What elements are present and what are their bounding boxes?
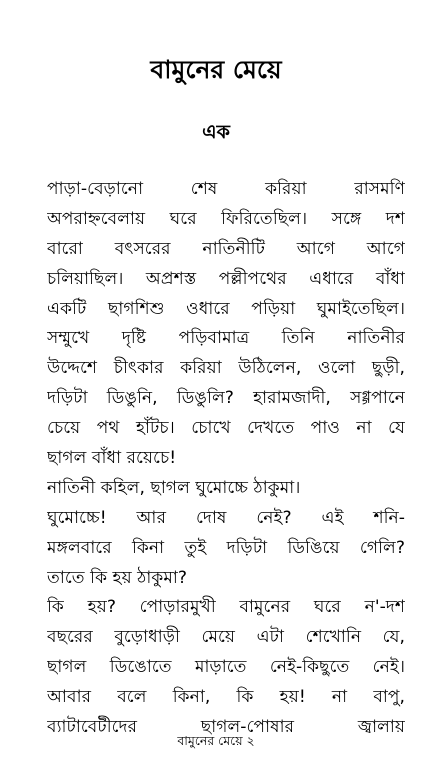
page-footer: বামুনের মেয়ে ২ — [177, 733, 255, 748]
text-line: দড়িটা ডিঙুনি, ডিঙুলি? হারামজাদী, সগ্গপানে — [47, 388, 405, 409]
text-line: সম্মুখে দৃষ্টি পড়িবামাত্র তিনি নাতিনীর — [47, 328, 405, 349]
text-line: বছরের বুড়োধাড়ী মেয়ে এটা শেখোনি যে, — [47, 627, 405, 648]
text-line: মঙ্গলবারে কিনা তুই দড়িটা ডিঙিয়ে গেলি? — [47, 537, 405, 558]
text-line: আবার বলে কিনা, কি হয়! না বাপু, — [47, 687, 405, 708]
text-line: চেয়ে পথ হাঁটচ। চোখে দেখতে পাও না যে — [47, 418, 405, 439]
text-line: কি হয়? পোড়ারমুখী বামুনের ঘরে ন'-দশ — [47, 597, 405, 618]
text-line: ঘুমোচ্চে! আর দোষ নেই? এই শনি- — [47, 507, 405, 528]
text-line: ব্যাটাবেটীদের ছাগল-পোষার জ্বালায় — [47, 717, 405, 738]
text-line: তাতে কি হয় ঠাকুমা? — [47, 567, 188, 588]
text-line: নাতিনী কহিল, ছাগল ঘুমোচ্চে ঠাকুমা। — [47, 477, 301, 498]
text-line: উদ্দেশে চীৎকার করিয়া উঠিলেন, ওলো ছুড়ী, — [47, 358, 405, 379]
text-line: অপরাহ্নবেলায় ঘরে ফিরিতেছিল। সঙ্গে দশ — [47, 208, 405, 229]
text-line: চলিয়াছিল। অপ্রশস্ত পল্লীপথের এধারে বাঁধা — [47, 268, 405, 289]
body-text — [47, 175, 405, 743]
text-line: ছাগল বাঁধা রয়েচে! — [47, 448, 177, 469]
text-line: বারো বৎসরের নাতিনীটি আগে আগে — [47, 238, 405, 259]
book-title: বামুনের মেয়ে — [150, 55, 282, 84]
text-line: ছাগল ডিঙোতে মাড়াতে নেই-কিছুতে নেই। — [47, 657, 405, 678]
chapter-title: এক — [202, 121, 230, 143]
text-line: একটি ছাগশিশু ওধারে পড়িয়া ঘুমাইতেছিল। — [47, 298, 405, 319]
text-line: পাড়া-বেড়ানো শেষ করিয়া রাসমণি — [47, 179, 405, 199]
